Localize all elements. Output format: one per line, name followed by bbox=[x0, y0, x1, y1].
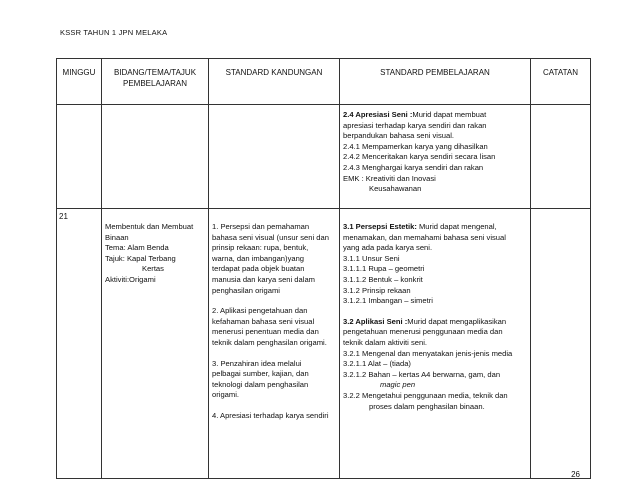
list-item: proses dalam penghasilan binaan. bbox=[369, 401, 485, 411]
list-item: menerusi penentuan media dan bbox=[212, 327, 319, 337]
list-item: Keusahawanan bbox=[369, 184, 422, 194]
header-catatan: CATATAN bbox=[531, 59, 591, 105]
list-item: 2.4.1 Mempamerkan karya yang dihasilkan bbox=[343, 141, 488, 151]
list-item: warna, dan imbangan)yang bbox=[212, 253, 305, 263]
list-item: 3.1.1 Unsur Seni bbox=[343, 253, 400, 263]
list-item: 3.1.2.1 Imbangan – simetri bbox=[343, 296, 433, 306]
list-item: 3.1.2 Prinsip rekaan bbox=[343, 285, 411, 295]
document-header: KSSR TAHUN 1 JPN MELAKA bbox=[60, 28, 168, 37]
list-item: Kertas bbox=[142, 264, 164, 274]
row1-minggu bbox=[57, 105, 102, 209]
table-row bbox=[57, 105, 591, 209]
list-item: 3.2.1.2 Bahan – kertas A4 berwarna, gam, dan bbox=[343, 369, 501, 379]
list-item: magic pen bbox=[380, 380, 416, 390]
header-bidang-line1: BIDANG/TEMA/TAJUK bbox=[113, 68, 197, 77]
list-item: EMK : Kreativiti dan Inovasi bbox=[343, 173, 436, 183]
row2-kandungan bbox=[209, 209, 340, 479]
row2-catatan bbox=[531, 209, 591, 479]
row1-catatan bbox=[531, 105, 591, 209]
list-item: kefahaman bahasa seni visual bbox=[212, 316, 315, 326]
list-item: 3.2.1 Mengenal dan menyatakan jenis-jenis media bbox=[343, 348, 513, 358]
lesson-plan-table bbox=[56, 58, 591, 479]
row2-pembelajaran bbox=[340, 209, 531, 479]
row1-kandungan bbox=[209, 105, 340, 209]
page-number: 26 bbox=[571, 470, 580, 479]
row2-section-3-1-title: 3.1 Persepsi Estetik: Murid dapat mengenal, bbox=[343, 222, 497, 231]
header-standard-kandungan: STANDARD KANDUNGAN bbox=[209, 59, 340, 105]
list-item: 2.4.3 Menghargai karya sendiri dan rakan bbox=[343, 162, 484, 172]
list-item: 3.1.1.1 Rupa – geometri bbox=[343, 264, 425, 274]
header-bidang bbox=[102, 59, 209, 105]
list-item: berpandukan bahasa seni visual. bbox=[343, 131, 455, 141]
list-item: pelbagai sumber, kajian, dan bbox=[212, 369, 309, 379]
list-item: teknik dalam aktiviti seni. bbox=[343, 337, 427, 347]
list-item: 3. Penzahiran idea melalui bbox=[212, 358, 302, 368]
list-item: 3.2.1.1 Alat – (tiada) bbox=[343, 359, 411, 369]
row2-section-3-2-title: 3.2 Aplikasi Seni :Murid dapat mengaplikasikan bbox=[343, 316, 507, 326]
list-item: prinsip rekaan: rupa, bentuk, bbox=[212, 243, 309, 253]
list-item: penghasilan origami bbox=[212, 285, 280, 295]
list-item: yang ada pada karya seni. bbox=[343, 243, 433, 253]
list-item: 2. Aplikasi pengetahuan dan bbox=[212, 306, 308, 316]
list-item: pengetahuan menerusi penggunaan media dan bbox=[343, 327, 503, 337]
table-row bbox=[57, 209, 591, 479]
list-item: 3.1.1.2 Bentuk – konkrit bbox=[343, 274, 423, 284]
list-item: teknik dalam penghasilan origami. bbox=[212, 337, 327, 347]
list-item: terdapat pada objek buatan bbox=[212, 264, 305, 274]
row2-minggu: 21 bbox=[57, 209, 102, 479]
list-item: 2.4.2 Menceritakan karya sendiri secara lisan bbox=[343, 152, 496, 162]
list-item: Membentuk dan Membuat bbox=[105, 222, 194, 231]
row1-pembelajaran bbox=[340, 105, 531, 209]
list-item: Tema: Alam Benda bbox=[105, 243, 169, 253]
header-standard-pembelajaran: STANDARD PEMBELAJARAN bbox=[340, 59, 531, 105]
row1-pembelajaran-title: 2.4 Apresiasi Seni :Murid dapat membuat bbox=[343, 110, 487, 119]
list-item: 3.2.2 Mengetahui penggunaan media, teknik dan bbox=[343, 390, 508, 400]
row2-bidang bbox=[102, 209, 209, 479]
list-item: 1. Persepsi dan pemahaman bbox=[212, 222, 310, 231]
header-minggu: MINGGU bbox=[57, 59, 102, 105]
list-item: manusia dan karya seni dalam bbox=[212, 274, 315, 284]
list-item: origami. bbox=[212, 390, 240, 400]
list-item: bahasa seni visual (unsur seni dan bbox=[212, 232, 329, 242]
list-item: apresiasi terhadap karya sendiri dan rakan bbox=[343, 120, 487, 130]
list-item: Aktiviti:Origami bbox=[105, 274, 156, 284]
list-item: teknologi dalam penghasilan bbox=[212, 379, 309, 389]
list-item: Binaan bbox=[105, 232, 129, 242]
list-item: Tajuk: Kapal Terbang bbox=[105, 253, 176, 263]
list-item: menamakan, dan memahami bahasa seni visual bbox=[343, 232, 506, 242]
header-bidang-line2: PEMBELAJARAN bbox=[122, 78, 188, 88]
table-header-row bbox=[57, 59, 591, 105]
list-item: 4. Apresiasi terhadap karya sendiri bbox=[212, 410, 329, 420]
row1-bidang bbox=[102, 105, 209, 209]
